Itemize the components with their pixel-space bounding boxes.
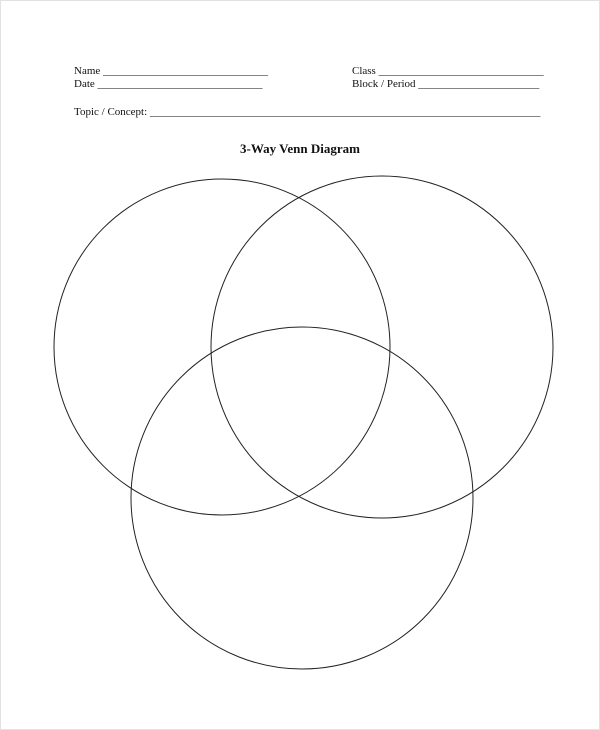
diagram-title: 3-Way Venn Diagram <box>240 141 360 156</box>
name-field[interactable]: Name ______________________________ <box>74 65 269 77</box>
date-field[interactable]: Date ______________________________ <box>74 78 263 90</box>
block-period-field[interactable]: Block / Period ______________________ <box>352 78 540 90</box>
class-field[interactable]: Class ______________________________ <box>352 65 544 77</box>
topic-concept-field[interactable]: Topic / Concept: _______________________________________________________________________ <box>74 106 541 118</box>
